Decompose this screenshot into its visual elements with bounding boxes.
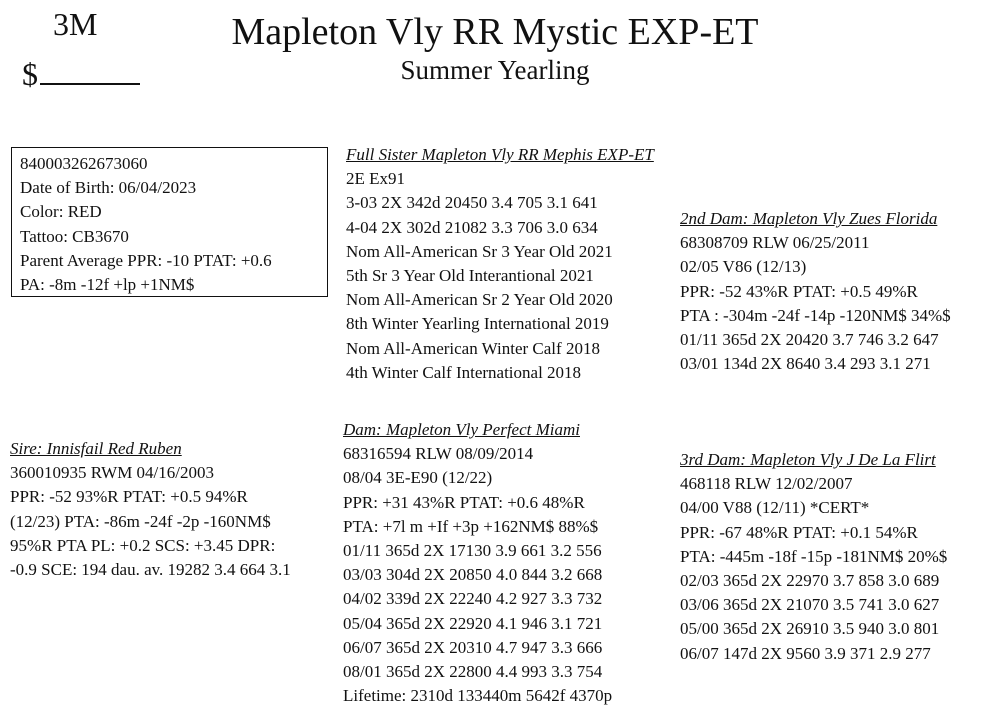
third-dam-line: 468118 RLW 12/02/2007 <box>680 474 853 494</box>
full-sister-line: 8th Winter Yearling International 2019 <box>346 314 609 334</box>
full-sister-line: Nom All-American Winter Calf 2018 <box>346 338 600 358</box>
animal-info-box <box>11 147 328 297</box>
dam-heading: Dam: Mapleton Vly Perfect Miami <box>343 420 580 439</box>
full-sister-line: 3-03 2X 342d 20450 3.4 705 3.1 641 <box>346 193 598 213</box>
info-line: Color: RED <box>20 202 102 222</box>
dam-line: 08/04 3E-E90 (12/22) <box>343 468 493 488</box>
second-dam-line: PPR: -52 43%R PTAT: +0.5 49%R <box>680 281 918 301</box>
dam-line: 68316594 RLW 08/09/2014 <box>343 444 534 464</box>
second-dam-line: 03/01 134d 2X 8640 3.4 293 3.1 271 <box>680 354 931 374</box>
third-dam-heading: 3rd Dam: Mapleton Vly J De La Flirt <box>680 450 936 469</box>
second-dam-line: PTA : -304m -24f -14p -120NM$ 34%$ <box>680 305 951 325</box>
third-dam-line: 02/03 365d 2X 22970 3.7 858 3.0 689 <box>680 571 940 591</box>
dam-line: PPR: +31 43%R PTAT: +0.6 48%R <box>343 492 585 512</box>
dam-line: PTA: +7l m +If +3p +162NM$ 88%$ <box>343 516 599 536</box>
dam-line: 08/01 365d 2X 22800 4.4 993 3.3 754 <box>343 662 603 682</box>
third-dam-line: 04/00 V88 (12/11) *CERT* <box>680 498 870 518</box>
sire-block <box>10 437 291 582</box>
info-line: Parent Average PPR: -10 PTAT: +0.6 <box>20 250 272 270</box>
full-sister-line: Nom All-American Sr 3 Year Old 2021 <box>346 241 613 261</box>
info-line: PA: -8m -12f +lp +1NM$ <box>20 275 195 295</box>
dam-lifetime-line: Lifetime: 2310d 133440m 5642f 4370p <box>343 686 613 706</box>
info-line: Tattoo: CB3670 <box>20 226 129 246</box>
dam-block <box>343 418 612 708</box>
sire-line: PPR: -52 93%R PTAT: +0.5 94%R <box>10 487 248 507</box>
sire-heading: Sire: Innisfail Red Ruben <box>10 439 182 458</box>
full-sister-line: Nom All-American Sr 2 Year Old 2020 <box>346 290 613 310</box>
third-dam-line: 05/00 365d 2X 26910 3.5 940 3.0 801 <box>680 619 940 639</box>
second-dam-line: 01/11 365d 2X 20420 3.7 746 3.2 647 <box>680 330 939 350</box>
second-dam-line: 02/05 V86 (12/13) <box>680 257 807 277</box>
page-title: Mapleton Vly RR Mystic EXP-ET <box>231 11 759 53</box>
info-line: Date of Birth: 06/04/2023 <box>20 178 197 198</box>
third-dam-line: PTA: -445m -18f -15p -181NM$ 20%$ <box>680 546 948 566</box>
info-line: 840003262673060 <box>20 154 148 173</box>
page-subtitle: Summer Yearling <box>400 55 590 85</box>
sire-line: 95%R PTA PL: +0.2 SCS: +3.45 DPR: <box>10 535 276 555</box>
full-sister-heading: Full Sister Mapleton Vly RR Mephis EXP-ET <box>346 145 654 164</box>
price-prefix: $ <box>22 56 38 92</box>
lot-number: 3M <box>53 6 98 42</box>
sire-line: -0.9 SCE: 194 dau. av. 19282 3.4 664 3.1 <box>10 560 291 580</box>
second-dam-line: 68308709 RLW 06/25/2011 <box>680 233 870 253</box>
dam-line: 06/07 365d 2X 20310 4.7 947 3.3 666 <box>343 637 603 657</box>
dam-line: 01/11 365d 2X 17130 3.9 661 3.2 556 <box>343 541 602 561</box>
full-sister-line: 5th Sr 3 Year Old Interantional 2021 <box>346 266 594 286</box>
third-dam-line: 06/07 147d 2X 9560 3.9 371 2.9 277 <box>680 643 931 663</box>
third-dam-block <box>680 448 947 666</box>
full-sister-line: 4-04 2X 302d 21082 3.3 706 3.0 634 <box>346 217 598 237</box>
dam-line: 03/03 304d 2X 20850 4.0 844 3.2 668 <box>343 565 603 585</box>
full-sister-line: 4th Winter Calf International 2018 <box>346 362 582 382</box>
sire-line: 360010935 RWM 04/16/2003 <box>10 463 215 483</box>
third-dam-line: PPR: -67 48%R PTAT: +0.1 54%R <box>680 522 918 542</box>
dam-line: 05/04 365d 2X 22920 4.1 946 3.1 721 <box>343 613 603 633</box>
third-dam-line: 03/06 365d 2X 21070 3.5 741 3.0 627 <box>680 595 940 615</box>
full-sister-line: 2E Ex91 <box>346 169 406 189</box>
second-dam-block <box>680 207 951 376</box>
full-sister-block <box>346 143 654 385</box>
dam-line: 04/02 339d 2X 22240 4.2 927 3.3 732 <box>343 589 603 609</box>
sire-line: (12/23) PTA: -86m -24f -2p -160NM$ <box>10 511 271 531</box>
second-dam-heading: 2nd Dam: Mapleton Vly Zues Florida <box>680 209 938 228</box>
